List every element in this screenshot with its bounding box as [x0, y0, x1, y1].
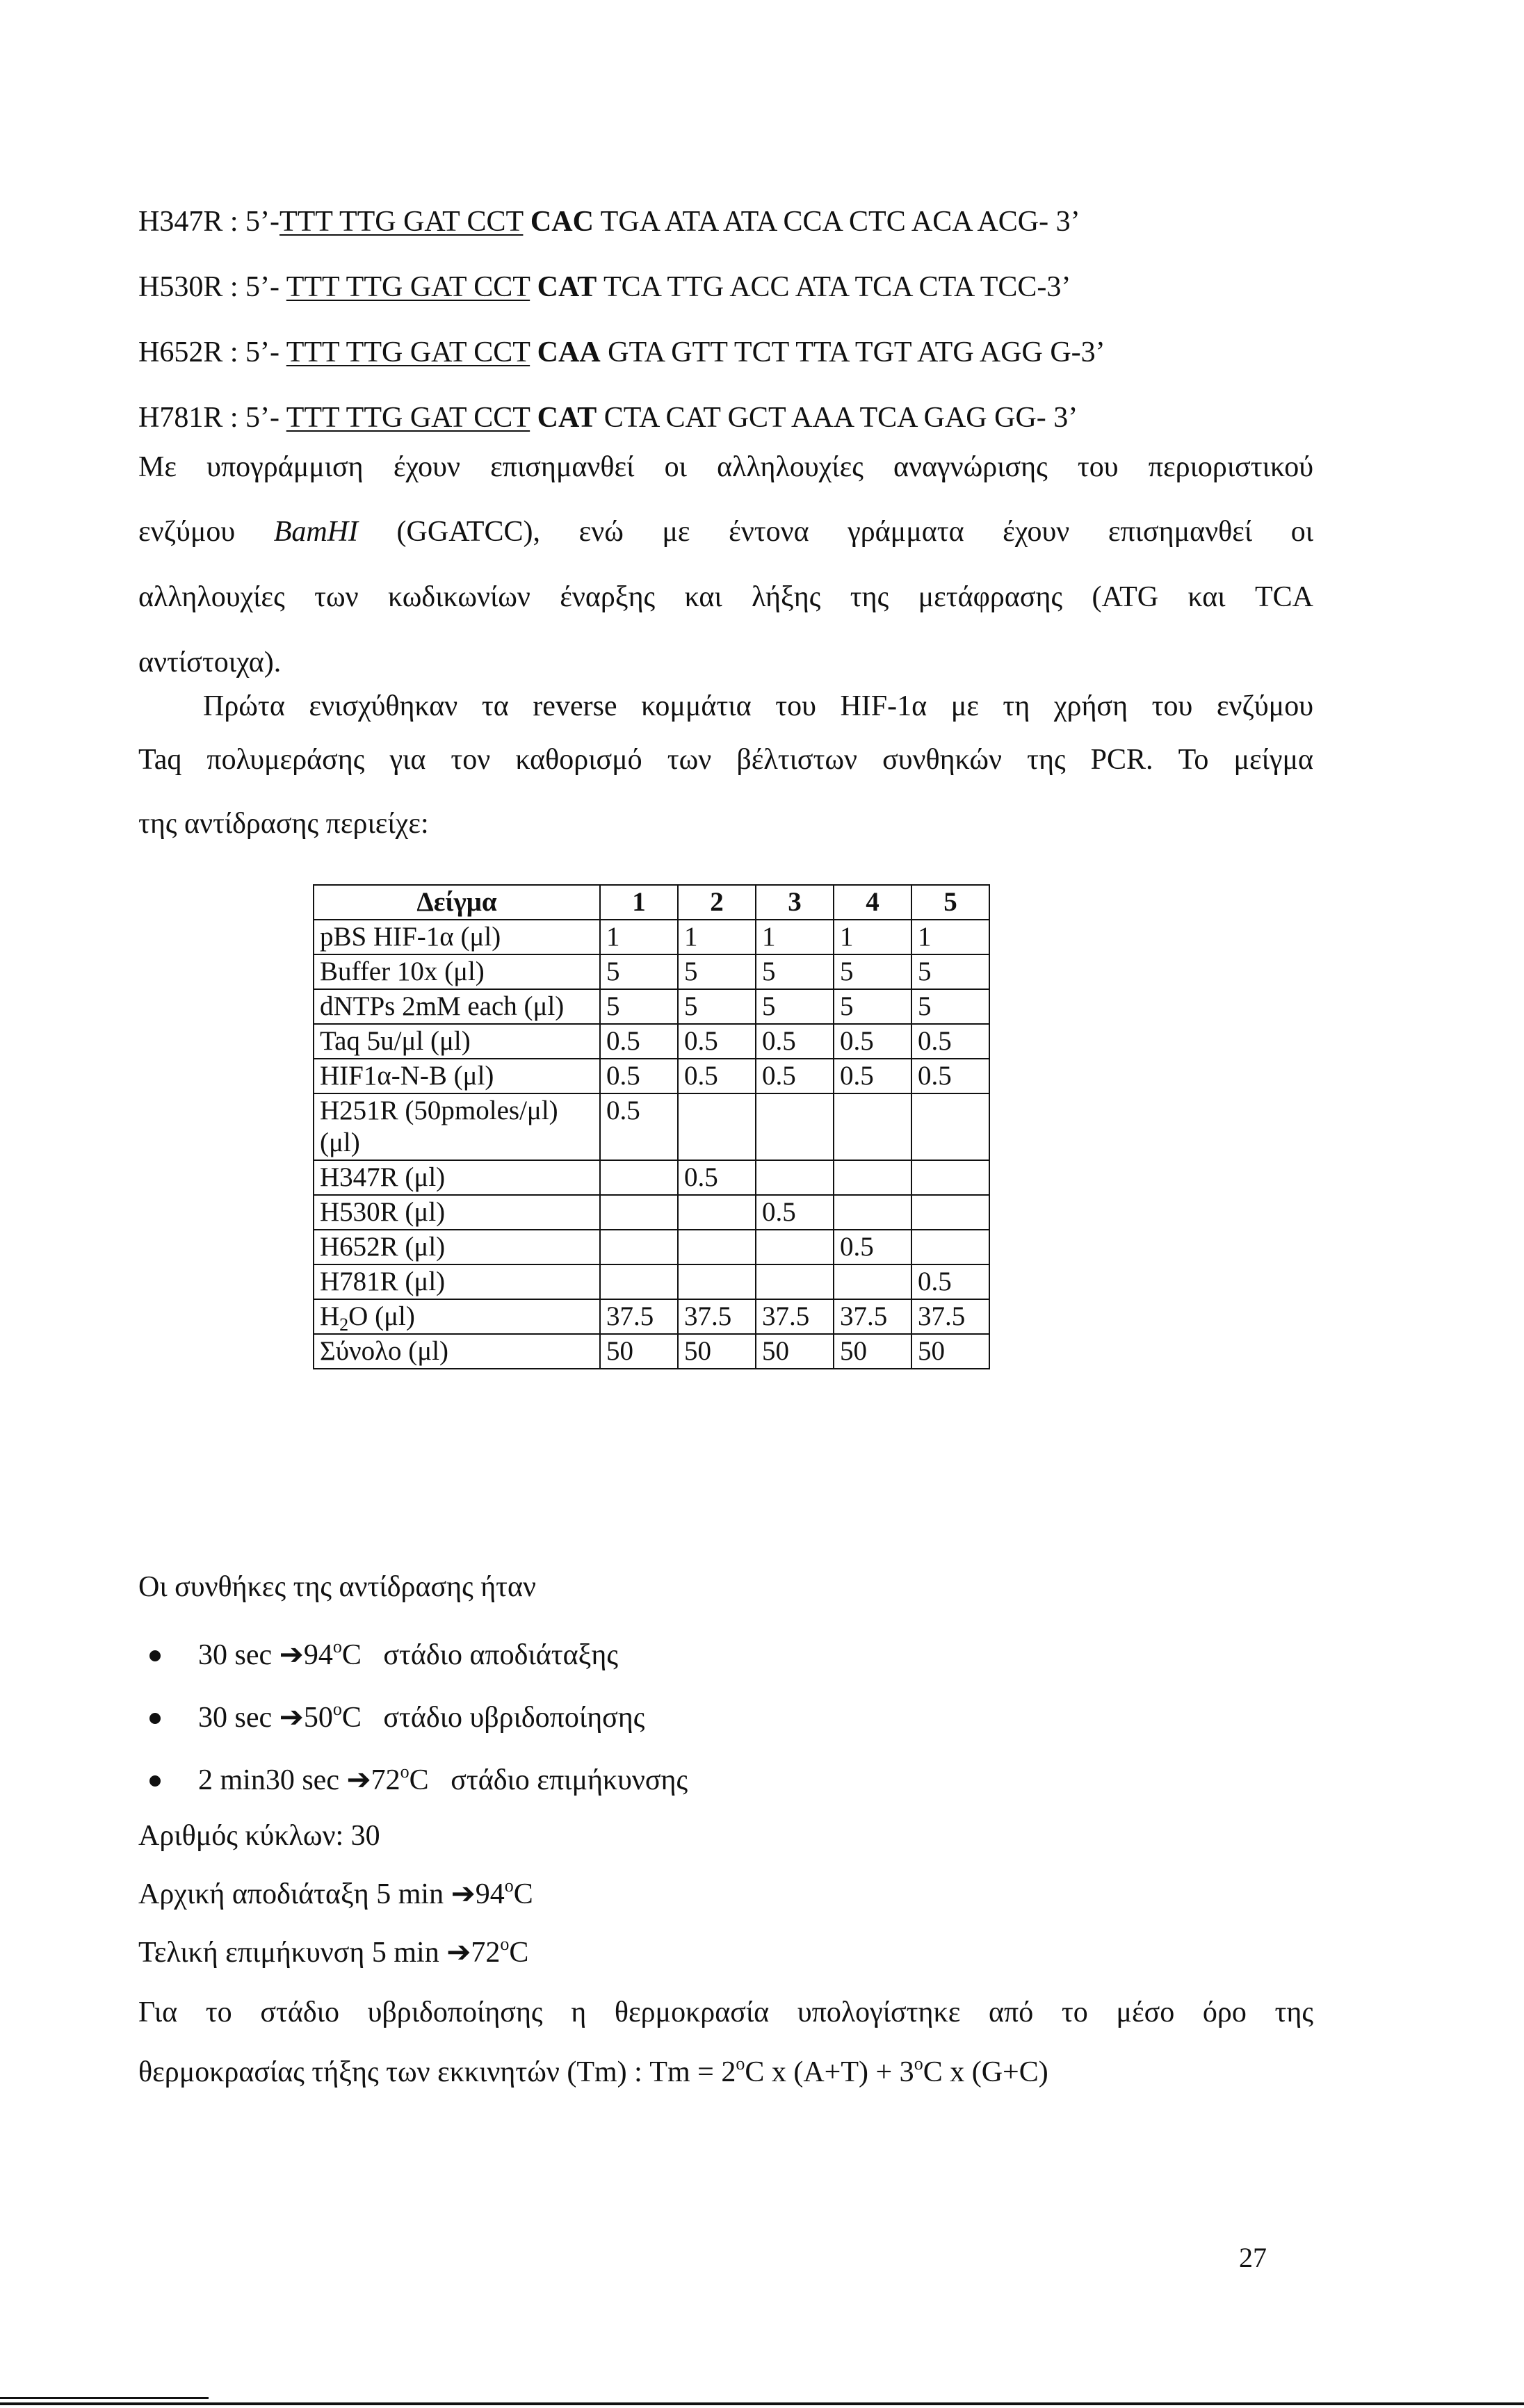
- table-cell: 37.5: [834, 1299, 911, 1334]
- table-cell: [911, 1230, 989, 1264]
- table-header-cell: 1: [600, 885, 678, 920]
- paragraph1-line1: Με υπογράμμιση έχουν επισημανθεί οι αλληλουχίες αναγνώρισης του περιοριστικού: [138, 451, 1313, 483]
- table-cell: 0.5: [834, 1024, 911, 1059]
- paragraph2-line1: Πρώτα ενισχύθηκαν τα reverse κομμάτια του HIF-1α με τη χρήση του ενζύμου: [203, 690, 1313, 722]
- stop-codon: CAT: [537, 271, 597, 303]
- row-label: H251R (50pmoles/μl) (μl): [314, 1093, 600, 1160]
- table-cell: [600, 1195, 678, 1230]
- table-cell: 50: [678, 1334, 756, 1369]
- paragraph1-line2: ενζύμου BamHI (GGATCC), ενώ με έντονα γράμματα έχουν επισημανθεί οι: [138, 516, 1314, 548]
- table-cell: [911, 1195, 989, 1230]
- stop-codon: CAT: [537, 402, 597, 434]
- arrow-right-icon: ➔: [279, 1702, 304, 1734]
- row-label: H652R (μl): [314, 1230, 600, 1264]
- table-cell: [678, 1093, 756, 1160]
- table-cell: 0.5: [834, 1059, 911, 1093]
- table-cell: 0.5: [678, 1059, 756, 1093]
- bullet-icon: [149, 1713, 161, 1724]
- primer-h781r: H781R : 5’- TTT TTG GAT CCT CAT CTA CAT GCT AAA TCA GAG GG- 3’: [138, 402, 1078, 434]
- table-cell: 0.5: [756, 1195, 834, 1230]
- row-label: Σύνολο (μl): [314, 1334, 600, 1369]
- stop-codon: CAA: [537, 336, 601, 368]
- tm-line1: Για το στάδιο υβριδοποίησης η θερμοκρασία υπολογίστηκε από το μέσο όρο της: [138, 1996, 1313, 2028]
- table-header-cell: 2: [678, 885, 756, 920]
- table-cell: [678, 1195, 756, 1230]
- table-cell: 37.5: [756, 1299, 834, 1334]
- table-cell: 1: [834, 920, 911, 954]
- table-row: [314, 1059, 989, 1093]
- row-label: Taq 5u/μl (μl): [314, 1024, 600, 1059]
- table-cell: 50: [834, 1334, 911, 1369]
- primer-h530r: H530R : 5’- TTT TTG GAT CCT CAT TCA TTG ACC ATA TCA CTA TCC-3’: [138, 271, 1071, 303]
- paragraph1-line3: αλληλουχίες των κωδικωνίων έναρξης και λήξης της μετάφρασης (ATG και TCA: [138, 581, 1313, 613]
- table-header-row: [314, 885, 989, 920]
- table-cell: 0.5: [600, 1024, 678, 1059]
- table-cell: 5: [834, 989, 911, 1024]
- table-cell: 5: [678, 954, 756, 989]
- row-label: $H_2O$ (μl): [314, 1299, 600, 1334]
- table-cell: 0.5: [756, 1059, 834, 1093]
- table-cell: [600, 1230, 678, 1264]
- table-cell: [834, 1160, 911, 1195]
- row-label: H347R (μl): [314, 1160, 600, 1195]
- table-cell: 5: [911, 989, 989, 1024]
- paragraph1-line4: αντίστοιχα).: [138, 646, 282, 678]
- table-row: [314, 1093, 989, 1160]
- table-cell: 0.5: [834, 1230, 911, 1264]
- table-cell: 5: [756, 954, 834, 989]
- table-cell: 50: [600, 1334, 678, 1369]
- table-cell: 0.5: [678, 1024, 756, 1059]
- table-cell: 1: [600, 920, 678, 954]
- footer-rule-short: [0, 2397, 209, 2399]
- table-cell: 5: [678, 989, 756, 1024]
- table-header-cell: 5: [911, 885, 989, 920]
- row-label: dNTPs 2mM each (μl): [314, 989, 600, 1024]
- table-cell: [756, 1264, 834, 1299]
- stop-codon: CAC: [530, 206, 594, 238]
- bullet-icon: [149, 1650, 161, 1661]
- table-row: [314, 989, 989, 1024]
- table-cell: 50: [756, 1334, 834, 1369]
- table-cell: [756, 1230, 834, 1264]
- table-cell: [911, 1160, 989, 1195]
- final-extension: Τελική επιμήκυνση 5 min ➔72$^o$C: [138, 1934, 529, 1969]
- paragraph2-line2: Taq πολυμεράσης για τον καθορισμό των βέλτιστων συνθηκών της PCR. Το μείγμα: [138, 744, 1313, 776]
- table-cell: 37.5: [911, 1299, 989, 1334]
- footer-rule: [0, 2402, 1524, 2405]
- table-row: [314, 1024, 989, 1059]
- table-cell: [678, 1264, 756, 1299]
- table-cell: 37.5: [600, 1299, 678, 1334]
- row-label: H781R (μl): [314, 1264, 600, 1299]
- table-cell: 5: [911, 954, 989, 989]
- table-row: [314, 1230, 989, 1264]
- table-cell: 1: [911, 920, 989, 954]
- row-label: H530R (μl): [314, 1195, 600, 1230]
- table-cell: [756, 1093, 834, 1160]
- reaction-mix-table: [313, 884, 990, 1369]
- table-cell: 5: [600, 954, 678, 989]
- table-cell: 0.5: [600, 1093, 678, 1160]
- table-row: [314, 1195, 989, 1230]
- table-cell: 1: [756, 920, 834, 954]
- enzyme-name: BamHI: [273, 516, 358, 548]
- row-label: HIF1α-N-B (μl): [314, 1059, 600, 1093]
- arrow-right-icon: ➔: [446, 1937, 471, 1969]
- cycles-count: Αριθμός κύκλων: 30: [138, 1820, 380, 1852]
- table-cell: [678, 1230, 756, 1264]
- table-row: [314, 1264, 989, 1299]
- page-number: 27: [1239, 2242, 1267, 2273]
- tm-formula: θερμοκρασίας τήξης των εκκινητών (Tm) : $Tm = 2^oC$ x $(A+T) + 3^oC$ x (G+C): [138, 2053, 1048, 2088]
- table-row: [314, 1334, 989, 1369]
- bamhi-site: TTT TTG GAT CCT: [286, 336, 530, 368]
- table-cell: 1: [678, 920, 756, 954]
- table-cell: [834, 1093, 911, 1160]
- arrow-right-icon: ➔: [451, 1878, 476, 1910]
- bullet-icon: [149, 1775, 161, 1787]
- table-cell: 0.5: [911, 1264, 989, 1299]
- table-row: [314, 920, 989, 954]
- table-header-cell: Δείγμα: [314, 885, 600, 920]
- conditions-intro: Οι συνθήκες της αντίδρασης ήταν: [138, 1571, 537, 1603]
- table-row: [314, 1160, 989, 1195]
- bamhi-site: TTT TTG GAT CCT: [286, 271, 530, 303]
- row-label: Buffer 10x (μl): [314, 954, 600, 989]
- table-cell: [600, 1160, 678, 1195]
- table-row: [314, 954, 989, 989]
- table-cell: [756, 1160, 834, 1195]
- bamhi-site: TTT TTG GAT CCT: [286, 402, 530, 434]
- table-cell: 0.5: [678, 1160, 756, 1195]
- primer-h347r: H347R : 5’-TTT TTG GAT CCT CAC TGA ATA ATA CCA CTC ACA ACG- 3’: [138, 206, 1080, 238]
- table-cell: 5: [834, 954, 911, 989]
- table-cell: [911, 1093, 989, 1160]
- table-header-cell: 3: [756, 885, 834, 920]
- arrow-right-icon: ➔: [346, 1764, 371, 1796]
- table-cell: 0.5: [756, 1024, 834, 1059]
- table-cell: 0.5: [600, 1059, 678, 1093]
- table-cell: 37.5: [678, 1299, 756, 1334]
- bamhi-site: TTT TTG GAT CCT: [279, 206, 524, 238]
- table-cell: 0.5: [911, 1024, 989, 1059]
- table-cell: [834, 1264, 911, 1299]
- table-cell: 5: [600, 989, 678, 1024]
- table-cell: 5: [756, 989, 834, 1024]
- table-cell: [600, 1264, 678, 1299]
- table-cell: 50: [911, 1334, 989, 1369]
- document-page: H347R : 5’-TTT TTG GAT CCT CAC TGA ATA ATA CCA CTC ACA ACG- 3’ H530R : 5’- TTT TTG GAT CCT CAT TCA TTG ACC ATA TCA CTA TCC-3’ H652R : 5’- TTT TTG GAT CCT CAA GTA GTT TCT TTA TGT ATG AGG G-3’ H781R : 5’- TTT TTG GAT CCT CAT CTA CAT GCT AAA TCA GAG GG- 3’ Με υπογράμμιση έχουν επισημανθεί οι αλληλουχίες αναγνώρισης του περιοριστικού ενζύμου BamHI (GGATCC), ενώ με έντονα γράμματα έχουν επισημανθεί οι αλληλουχίες των κωδικωνίων έναρξης και λήξης της μετάφρασης (ATG και TCA αντίστοιχα). Πρώτα ενισχύθηκαν τα reverse κομμάτια του HIF-1α με τη χρήση του ενζύμου Taq πολυμεράσης για τον καθορισμό των βέλτιστων συνθηκών της PCR. Το μείγμα της αντίδρασης περιείχε: Δείγμα 1 2 3 4 5 pBS HIF-1α (μl) 1 1 1 1 1 Buffer 10x (μl) 5 5 5 5 5 dNTPs 2mM each (μl) 5 5 5 5 5 Taq 5u/μl (μl) 0.5 0.5 0.5 0.5 0.5 HIF1α-N-B (μl) 0.5 0.5 0.5 0.5 0.5 H251R (50pmoles/μl) (μl) 0.5 H347R (μl) 0.5 H530R (μl) 0.5 H652R (μl) 0.5 H781R (μl) 0.5 $H_2O$ (μl) 37.5 37.5 37.5 37.5 37.5 Σύνολο (μl) 50 50 50 50 50 Οι συνθήκες της αντίδρασης ήταν 30 sec ➔94$^o$C στάδιο αποδιάταξης 30 sec ➔50$^o$C στάδιο υβριδοποίησης 2 min30 sec ➔72$^o$C στάδιο επιμήκυνσης Αριθμός κύκλων: 30 Αρχική αποδιάταξη 5 min ➔94$^o$C Τελική επιμήκυνση 5 min ➔72$^o$C Για το στάδιο υβριδοποίησης η θερμοκρασία υπολογίστηκε από το μέσο όρο της θερμοκρασίας τήξης των εκκινητών (Tm) : $Tm = 2^oC$ x $(A+T) + 3^oC$ x (G+C) 27: [0, 0, 1524, 2408]
- table-cell: 0.5: [911, 1059, 989, 1093]
- table-cell: [834, 1195, 911, 1230]
- arrow-right-icon: ➔: [279, 1639, 304, 1671]
- primer-h652r: H652R : 5’- TTT TTG GAT CCT CAA GTA GTT TCT TTA TGT ATG AGG G-3’: [138, 336, 1105, 368]
- paragraph2-line3: της αντίδρασης περιείχε:: [138, 808, 429, 840]
- table-row: [314, 1299, 989, 1334]
- initial-denaturation: Αρχική αποδιάταξη 5 min ➔94$^o$C: [138, 1876, 533, 1910]
- table-header-cell: 4: [834, 885, 911, 920]
- row-label: pBS HIF-1α (μl): [314, 920, 600, 954]
